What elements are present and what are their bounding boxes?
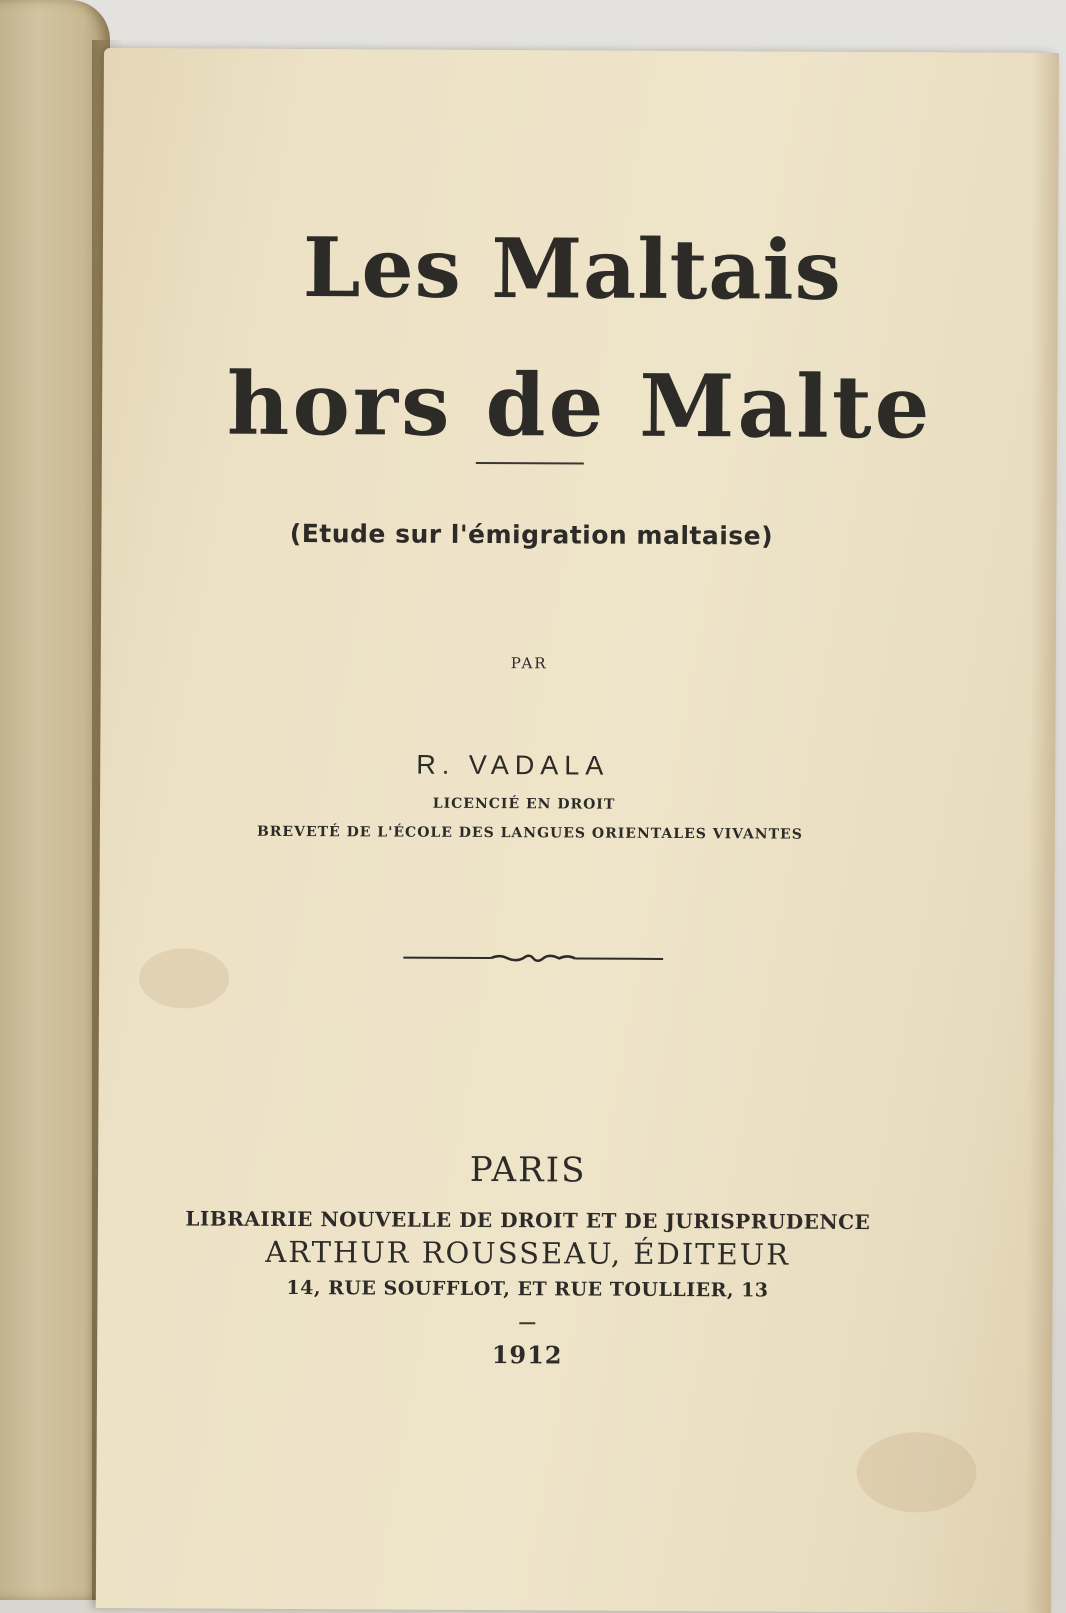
book-title-line-2: hors de Malte: [102, 361, 1057, 452]
publication-year: 1912: [97, 1338, 957, 1372]
year-divider-rule: [519, 1322, 535, 1324]
author-credential-1: LICENCIÉ EN DROIT: [94, 794, 954, 815]
by-label: PAR: [511, 654, 548, 672]
title-page: [96, 48, 1059, 1613]
publisher-address: 14, RUE SOUFFLOT, ET RUE TOULLIER, 13: [97, 1276, 957, 1303]
author-name: R. VADALA: [416, 750, 609, 782]
publication-city: PARIS: [98, 1148, 958, 1193]
foxing-spot: [856, 1432, 976, 1513]
foxing-spot: [139, 948, 229, 1008]
book-title-line-1: Les Maltais: [95, 226, 1050, 313]
ornamental-divider: [403, 950, 663, 967]
publisher-line-2: ARTHUR ROUSSEAU, ÉDITEUR: [98, 1234, 958, 1273]
publisher-line-1: LIBRAIRIE NOUVELLE DE DROIT ET DE JURISPRUDENCE: [98, 1206, 958, 1235]
author-credential-2: BREVETÉ DE L'ÉCOLE DES LANGUES ORIENTALES VIVANTES: [100, 823, 960, 844]
book-subtitle: (Etude sur l'émigration maltaise): [101, 518, 961, 552]
title-divider-rule: [476, 462, 584, 465]
